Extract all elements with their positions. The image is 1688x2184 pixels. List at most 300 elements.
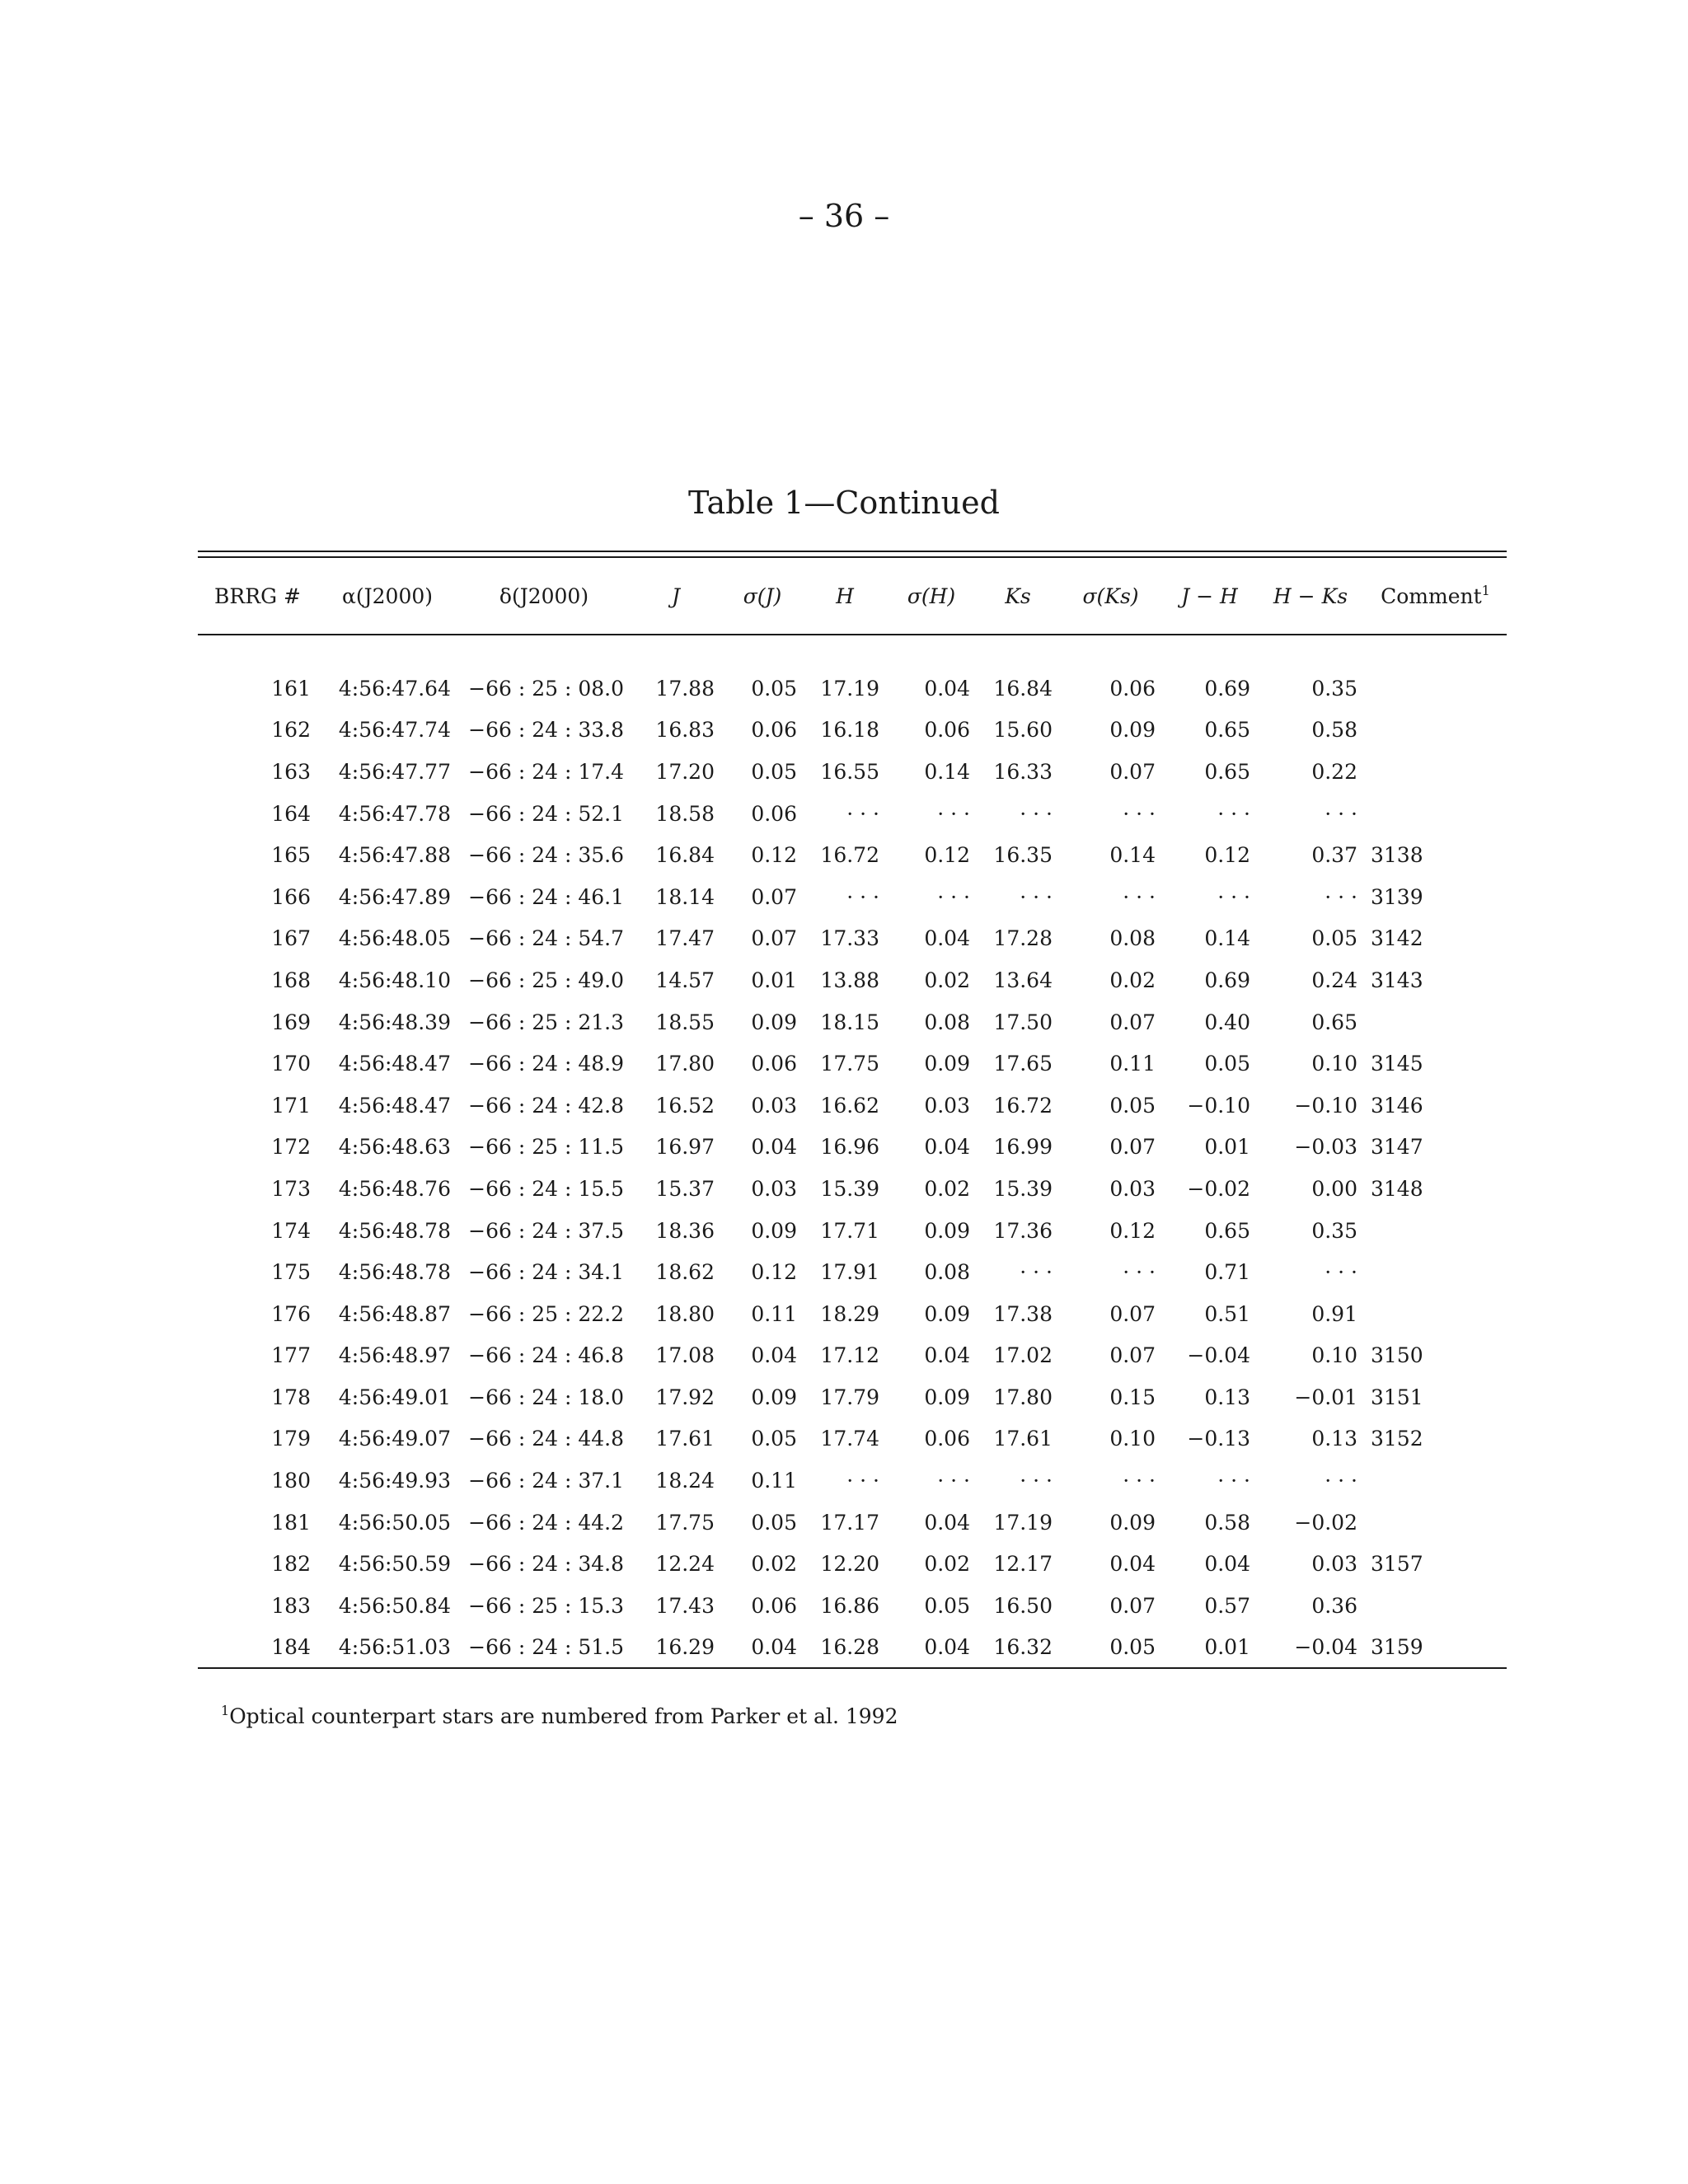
cell-sigma-h: 0.14 — [924, 759, 970, 784]
cell-sigma-ks: 0.08 — [1109, 926, 1156, 951]
cell-j-minus-h: 0.14 — [1204, 926, 1250, 951]
cell-sigma-ks: 0.14 — [1109, 843, 1156, 868]
cell-ra: 4:56:47.77 — [338, 759, 451, 784]
cell-h-minus-ks: −0.01 — [1294, 1385, 1357, 1409]
cell-comment — [1364, 710, 1507, 752]
table-row — [198, 1127, 1507, 1169]
cell-sigma-h: 0.04 — [924, 1510, 970, 1535]
cell-sigma-j: 0.11 — [751, 1469, 797, 1493]
cell-h: 13.88 — [820, 968, 879, 992]
cell-ra: 4:56:48.47 — [338, 1052, 451, 1076]
cell-sigma-h: 0.04 — [924, 1135, 970, 1160]
cell-h-minus-ks: 0.13 — [1311, 1427, 1357, 1451]
cell-j: 17.61 — [655, 1427, 715, 1451]
table-row — [198, 710, 1507, 752]
table-row — [198, 1585, 1507, 1627]
cell-j-minus-h: · · · — [1217, 1469, 1250, 1493]
cell-ks: 17.28 — [993, 926, 1053, 951]
cell-ks: 16.35 — [993, 843, 1053, 868]
cell-dec: −66 : 24 : 51.5 — [457, 1627, 631, 1669]
table-row — [198, 1502, 1507, 1544]
cell-sigma-h: · · · — [937, 801, 970, 826]
cell-dec: −66 : 24 : 18.0 — [468, 1385, 624, 1409]
table-row — [198, 1001, 1507, 1043]
cell-sigma-j: 0.07 — [751, 926, 797, 951]
cell-ra: 4:56:50.84 — [338, 1593, 451, 1618]
cell-ks: · · · — [1020, 884, 1053, 909]
cell-j: 17.47 — [655, 926, 715, 951]
cell-ks: · · · — [1020, 801, 1053, 826]
cell-h: 16.86 — [820, 1593, 879, 1618]
cell-ks: 15.60 — [993, 718, 1053, 743]
cell-ra: 4:56:50.59 — [338, 1552, 451, 1577]
cell-sigma-j: 0.07 — [751, 884, 797, 909]
cell-sigma-j: 0.09 — [751, 1218, 797, 1243]
cell-dec: −66 : 25 : 15.3 — [468, 1593, 624, 1618]
header-brrg: BRRG # — [198, 558, 317, 635]
cell-ks: 17.38 — [993, 1301, 1053, 1326]
cell-h-minus-ks: · · · — [1325, 801, 1357, 826]
cell-comment: 3157 — [1371, 1552, 1423, 1577]
cell-dec: −66 : 24 : 54.7 — [468, 926, 624, 951]
cell-sigma-h: 0.04 — [924, 926, 970, 951]
header-h: H — [804, 558, 886, 635]
cell-comment: 3152 — [1371, 1427, 1423, 1451]
table-body — [198, 635, 1507, 1668]
cell-sigma-ks: · · · — [1123, 884, 1156, 909]
header-j-minus-h: J − H — [1162, 558, 1257, 635]
cell-h: 16.62 — [820, 1093, 879, 1118]
cell-h-minus-ks: 0.24 — [1311, 968, 1357, 992]
cell-j: 17.88 — [655, 676, 715, 701]
cell-sigma-ks: 0.11 — [1109, 1052, 1156, 1076]
cell-h: 17.12 — [820, 1343, 879, 1368]
cell-sigma-ks: 0.07 — [1109, 759, 1156, 784]
cell-j: 18.36 — [655, 1218, 715, 1243]
cell-sigma-ks: 0.02 — [1109, 968, 1156, 992]
cell-j-minus-h: 0.01 — [1162, 1627, 1257, 1669]
cell-j: 18.14 — [655, 884, 715, 909]
cell-sigma-j: 0.11 — [751, 1301, 797, 1326]
cell-sigma-j: 0.04 — [751, 1135, 797, 1160]
photometry-table — [198, 558, 1507, 1669]
cell-dec: −66 : 24 : 44.8 — [468, 1427, 624, 1451]
cell-j: 16.97 — [655, 1135, 715, 1160]
cell-brrg-id: 175 — [271, 1260, 311, 1285]
cell-brrg-id: 172 — [271, 1135, 311, 1160]
cell-sigma-ks: 0.04 — [1109, 1552, 1156, 1577]
cell-dec: −66 : 25 : 49.0 — [468, 968, 624, 992]
cell-dec: −66 : 24 : 34.1 — [468, 1260, 624, 1285]
cell-dec: −66 : 25 : 11.5 — [468, 1135, 624, 1160]
cell-h: 16.72 — [820, 843, 879, 868]
cell-h: 18.29 — [820, 1301, 879, 1326]
cell-h-minus-ks: 0.37 — [1311, 843, 1357, 868]
cell-brrg-id: 161 — [271, 676, 311, 701]
cell-ra: 4:56:47.89 — [338, 884, 451, 909]
table-row — [198, 793, 1507, 835]
cell-h-minus-ks: 0.10 — [1311, 1052, 1357, 1076]
cell-brrg-id: 166 — [271, 884, 311, 909]
cell-j: 14.57 — [655, 968, 715, 992]
cell-brrg-id: 177 — [271, 1343, 311, 1368]
cell-dec: −66 : 24 : 37.1 — [468, 1469, 624, 1493]
cell-h-minus-ks: · · · — [1325, 884, 1357, 909]
cell-sigma-j: 0.04 — [721, 1627, 804, 1669]
cell-brrg-id: 174 — [271, 1218, 311, 1243]
cell-sigma-ks: 0.07 — [1109, 1301, 1156, 1326]
table-footnote — [221, 1704, 898, 1728]
cell-sigma-j: 0.06 — [751, 1052, 797, 1076]
cell-sigma-ks: · · · — [1123, 801, 1156, 826]
cell-brrg-id: 179 — [271, 1427, 311, 1451]
table-spacer-row — [198, 635, 1507, 668]
cell-j: 18.62 — [655, 1260, 715, 1285]
cell-sigma-h: 0.02 — [924, 1552, 970, 1577]
cell-j-minus-h: 0.04 — [1204, 1552, 1250, 1577]
cell-brrg-id: 170 — [271, 1052, 311, 1076]
table-row — [198, 1043, 1507, 1085]
cell-comment — [1364, 1210, 1507, 1252]
cell-h: 16.18 — [820, 718, 879, 743]
table-row — [198, 959, 1507, 1001]
cell-h-minus-ks: · · · — [1325, 1469, 1357, 1493]
footnote-text: Optical counterpart stars are numbered from Parker et al. 1992 — [229, 1704, 898, 1728]
table-row — [198, 1627, 1507, 1669]
cell-sigma-j: 0.09 — [751, 1010, 797, 1034]
cell-j: 16.84 — [655, 843, 715, 868]
cell-brrg-id: 176 — [271, 1301, 311, 1326]
cell-ks: 12.17 — [993, 1552, 1053, 1577]
cell-ra: 4:56:49.93 — [338, 1469, 451, 1493]
cell-sigma-ks: 0.09 — [1109, 718, 1156, 743]
table-row — [198, 834, 1507, 876]
cell-ra: 4:56:48.47 — [338, 1093, 451, 1118]
cell-j: 16.83 — [655, 718, 715, 743]
cell-j: 18.58 — [655, 801, 715, 826]
cell-ra: 4:56:48.10 — [338, 968, 451, 992]
table-row — [198, 1293, 1507, 1335]
cell-brrg-id: 168 — [271, 968, 311, 992]
cell-h-minus-ks: 0.05 — [1311, 926, 1357, 951]
cell-ra: 4:56:51.03 — [317, 1627, 457, 1669]
cell-ks: 13.64 — [993, 968, 1053, 992]
cell-sigma-ks: 0.05 — [1109, 1093, 1156, 1118]
cell-dec: −66 : 24 : 48.9 — [468, 1052, 624, 1076]
cell-sigma-ks: 0.07 — [1109, 1010, 1156, 1034]
cell-dec: −66 : 24 : 15.5 — [468, 1176, 624, 1201]
cell-h-minus-ks: 0.35 — [1311, 1218, 1357, 1243]
cell-h: · · · — [846, 801, 879, 826]
table-row — [198, 751, 1507, 793]
header-sigma-ks: σ(Ks) — [1059, 558, 1162, 635]
table-row — [198, 1460, 1507, 1502]
cell-j-minus-h: 0.51 — [1204, 1301, 1250, 1326]
cell-j-minus-h: 0.65 — [1204, 718, 1250, 743]
cell-comment — [1364, 1251, 1507, 1293]
cell-brrg-id: 165 — [271, 843, 311, 868]
cell-h: 18.15 — [820, 1010, 879, 1034]
header-comment-label: Comment — [1381, 583, 1482, 608]
header-dec: δ(J2000) — [457, 558, 631, 635]
cell-ks: 17.50 — [993, 1010, 1053, 1034]
table-row — [198, 1543, 1507, 1585]
cell-j-minus-h: 0.65 — [1204, 1218, 1250, 1243]
cell-ks: 16.99 — [993, 1135, 1053, 1160]
cell-comment — [1364, 1001, 1507, 1043]
cell-h-minus-ks: 0.03 — [1311, 1552, 1357, 1577]
cell-j-minus-h: −0.13 — [1187, 1427, 1250, 1451]
header-ra: α(J2000) — [317, 558, 457, 635]
cell-ks: 17.65 — [993, 1052, 1053, 1076]
cell-sigma-j: 0.03 — [751, 1093, 797, 1118]
cell-ra: 4:56:47.74 — [338, 718, 451, 743]
cell-ks: 16.72 — [993, 1093, 1053, 1118]
cell-sigma-j: 0.02 — [751, 1552, 797, 1577]
header-ks: Ks — [977, 558, 1059, 635]
header-h-minus-ks: H − Ks — [1257, 558, 1364, 635]
cell-ra: 4:56:48.05 — [338, 926, 451, 951]
cell-h-minus-ks: 0.36 — [1311, 1593, 1357, 1618]
table-row — [198, 1335, 1507, 1377]
cell-h-minus-ks: 0.58 — [1311, 718, 1357, 743]
cell-ks: 17.80 — [993, 1385, 1053, 1409]
cell-j: 17.08 — [655, 1343, 715, 1368]
cell-j-minus-h: −0.04 — [1187, 1343, 1250, 1368]
cell-sigma-h: 0.06 — [924, 1427, 970, 1451]
cell-brrg-id: 167 — [271, 926, 311, 951]
cell-comment: 3147 — [1371, 1135, 1423, 1160]
cell-h: 16.96 — [820, 1135, 879, 1160]
cell-ra: 4:56:47.88 — [338, 843, 451, 868]
cell-h: 17.33 — [820, 926, 879, 951]
cell-dec: −66 : 24 : 35.6 — [468, 843, 624, 868]
header-sigma-j: σ(J) — [721, 558, 804, 635]
cell-sigma-ks: 0.06 — [1109, 676, 1156, 701]
cell-dec: −66 : 24 : 17.4 — [468, 759, 624, 784]
cell-h: 17.74 — [820, 1427, 879, 1451]
cell-ks: 17.36 — [993, 1218, 1053, 1243]
cell-brrg-id: 164 — [271, 801, 311, 826]
cell-sigma-ks: 0.07 — [1109, 1593, 1156, 1618]
cell-j-minus-h: 0.40 — [1204, 1010, 1250, 1034]
cell-j: 18.80 — [655, 1301, 715, 1326]
cell-sigma-h: 0.09 — [924, 1301, 970, 1326]
cell-j-minus-h: · · · — [1217, 884, 1250, 909]
cell-j: 16.52 — [655, 1093, 715, 1118]
cell-dec: −66 : 25 : 08.0 — [468, 676, 624, 701]
cell-comment — [1364, 1585, 1507, 1627]
cell-sigma-h: 0.06 — [924, 718, 970, 743]
cell-comment: 3138 — [1371, 843, 1423, 868]
cell-j: 17.20 — [655, 759, 715, 784]
cell-comment: 3145 — [1371, 1052, 1423, 1076]
footnote-mark: 1 — [221, 1703, 230, 1718]
table-row — [198, 1418, 1507, 1460]
cell-brrg-id: 180 — [271, 1469, 311, 1493]
table-row — [198, 1210, 1507, 1252]
header-comment-footnote-mark: 1 — [1481, 582, 1490, 598]
cell-comment — [1364, 1293, 1507, 1335]
cell-sigma-j: 0.03 — [751, 1176, 797, 1201]
cell-h: 17.17 — [820, 1510, 879, 1535]
cell-comment — [1364, 1460, 1507, 1502]
cell-comment: 3146 — [1371, 1093, 1423, 1118]
cell-j-minus-h: 0.58 — [1204, 1510, 1250, 1535]
cell-h: 15.39 — [820, 1176, 879, 1201]
cell-h-minus-ks: −0.02 — [1294, 1510, 1357, 1535]
cell-comment: 3151 — [1371, 1385, 1423, 1409]
cell-h: 17.91 — [820, 1260, 879, 1285]
cell-comment: 3150 — [1371, 1343, 1423, 1368]
cell-sigma-j: 0.09 — [751, 1385, 797, 1409]
cell-comment: 3143 — [1371, 968, 1423, 992]
cell-h-minus-ks: −0.10 — [1294, 1093, 1357, 1118]
cell-ks: 17.19 — [993, 1510, 1053, 1535]
page-number: – 36 – — [798, 198, 890, 234]
cell-h: 16.28 — [804, 1627, 886, 1669]
cell-h: 17.79 — [820, 1385, 879, 1409]
cell-h: 17.19 — [820, 676, 879, 701]
cell-j-minus-h: 0.57 — [1204, 1593, 1250, 1618]
cell-ks: 17.02 — [993, 1343, 1053, 1368]
cell-ks: 17.61 — [993, 1427, 1053, 1451]
cell-sigma-ks: 0.07 — [1109, 1343, 1156, 1368]
cell-j-minus-h: 0.01 — [1204, 1135, 1250, 1160]
cell-sigma-j: 0.06 — [751, 801, 797, 826]
cell-j: 15.37 — [655, 1176, 715, 1201]
cell-brrg-id: 182 — [271, 1552, 311, 1577]
cell-h: 12.20 — [820, 1552, 879, 1577]
cell-sigma-h: 0.02 — [924, 1176, 970, 1201]
cell-ra: 4:56:48.76 — [338, 1176, 451, 1201]
cell-sigma-j: 0.05 — [751, 759, 797, 784]
cell-dec: −66 : 24 : 33.8 — [468, 718, 624, 743]
cell-sigma-j: 0.01 — [751, 968, 797, 992]
cell-ra: 4:56:48.39 — [338, 1010, 451, 1034]
cell-sigma-h: 0.09 — [924, 1385, 970, 1409]
cell-sigma-j: 0.12 — [751, 1260, 797, 1285]
cell-comment: 3142 — [1371, 926, 1423, 951]
cell-brrg-id: 178 — [271, 1385, 311, 1409]
cell-sigma-j: 0.06 — [751, 1593, 797, 1618]
cell-j: 17.43 — [655, 1593, 715, 1618]
cell-ks: 16.33 — [993, 759, 1053, 784]
cell-j: 17.92 — [655, 1385, 715, 1409]
cell-sigma-ks: 0.05 — [1059, 1627, 1162, 1669]
cell-dec: −66 : 24 : 44.2 — [468, 1510, 624, 1535]
cell-h: · · · — [846, 1469, 879, 1493]
cell-sigma-h: · · · — [937, 884, 970, 909]
cell-comment — [1364, 1502, 1507, 1544]
cell-dec: −66 : 24 : 42.8 — [468, 1093, 624, 1118]
cell-sigma-j: 0.12 — [751, 843, 797, 868]
cell-h-minus-ks: 0.00 — [1311, 1176, 1357, 1201]
cell-comment: 3159 — [1364, 1627, 1507, 1669]
cell-j-minus-h: 0.65 — [1204, 759, 1250, 784]
cell-ra: 4:56:48.63 — [338, 1135, 451, 1160]
cell-j: 18.24 — [655, 1469, 715, 1493]
cell-ks: 16.50 — [993, 1593, 1053, 1618]
cell-sigma-h: 0.03 — [924, 1093, 970, 1118]
cell-sigma-h: 0.04 — [886, 1627, 977, 1669]
cell-ra: 4:56:48.97 — [338, 1343, 451, 1368]
cell-j: 12.24 — [655, 1552, 715, 1577]
cell-j-minus-h: −0.10 — [1187, 1093, 1250, 1118]
cell-sigma-ks: · · · — [1123, 1469, 1156, 1493]
cell-ra: 4:56:48.87 — [338, 1301, 451, 1326]
cell-sigma-h: 0.04 — [924, 676, 970, 701]
cell-dec: −66 : 25 : 22.2 — [468, 1301, 624, 1326]
cell-brrg-id: 169 — [271, 1010, 311, 1034]
cell-dec: −66 : 24 : 34.8 — [468, 1552, 624, 1577]
table-top-rule — [198, 551, 1507, 558]
cell-brrg-id: 183 — [271, 1593, 311, 1618]
cell-ks: · · · — [1020, 1469, 1053, 1493]
cell-sigma-j: 0.05 — [751, 1510, 797, 1535]
cell-h-minus-ks: 0.91 — [1311, 1301, 1357, 1326]
cell-sigma-h: 0.09 — [924, 1052, 970, 1076]
cell-dec: −66 : 24 : 37.5 — [468, 1218, 624, 1243]
cell-sigma-j: 0.04 — [751, 1343, 797, 1368]
cell-sigma-ks: 0.12 — [1109, 1218, 1156, 1243]
cell-sigma-h: 0.08 — [924, 1010, 970, 1034]
cell-sigma-h: 0.05 — [924, 1593, 970, 1618]
cell-j-minus-h: 0.69 — [1204, 676, 1250, 701]
table-row — [198, 1376, 1507, 1418]
cell-sigma-ks: 0.15 — [1109, 1385, 1156, 1409]
cell-sigma-j: 0.05 — [751, 1427, 797, 1451]
cell-j-minus-h: 0.69 — [1204, 968, 1250, 992]
cell-j: 16.29 — [631, 1627, 721, 1669]
cell-brrg-id: 181 — [271, 1510, 311, 1535]
cell-brrg-id: 184 — [198, 1627, 317, 1669]
cell-brrg-id: 162 — [271, 718, 311, 743]
table-row — [198, 1168, 1507, 1210]
cell-h-minus-ks: 0.10 — [1311, 1343, 1357, 1368]
cell-j: 17.75 — [655, 1510, 715, 1535]
cell-sigma-ks: 0.10 — [1109, 1427, 1156, 1451]
cell-ra: 4:56:48.78 — [338, 1218, 451, 1243]
cell-sigma-ks: 0.09 — [1109, 1510, 1156, 1535]
cell-h-minus-ks: 0.35 — [1311, 676, 1357, 701]
cell-ra: 4:56:49.07 — [338, 1427, 451, 1451]
cell-comment — [1364, 793, 1507, 835]
table-row — [198, 668, 1507, 710]
cell-dec: −66 : 24 : 52.1 — [468, 801, 624, 826]
cell-dec: −66 : 25 : 21.3 — [468, 1010, 624, 1034]
cell-sigma-h: 0.08 — [924, 1260, 970, 1285]
cell-ra: 4:56:47.64 — [338, 676, 451, 701]
cell-sigma-ks: · · · — [1123, 1260, 1156, 1285]
table-row — [198, 876, 1507, 918]
cell-j-minus-h: 0.12 — [1204, 843, 1250, 868]
cell-j: 18.55 — [655, 1010, 715, 1034]
table-row — [198, 918, 1507, 960]
cell-h-minus-ks: −0.03 — [1294, 1135, 1357, 1160]
data-table-container — [198, 551, 1507, 1669]
cell-h: · · · — [846, 884, 879, 909]
cell-ks: · · · — [1020, 1260, 1053, 1285]
cell-sigma-h: 0.12 — [924, 843, 970, 868]
cell-ra: 4:56:49.01 — [338, 1385, 451, 1409]
cell-j: 17.80 — [655, 1052, 715, 1076]
table-caption: Table 1—Continued — [688, 485, 1000, 521]
cell-dec: −66 : 24 : 46.1 — [468, 884, 624, 909]
cell-brrg-id: 171 — [271, 1093, 311, 1118]
header-j: J — [631, 558, 721, 635]
table-row — [198, 1251, 1507, 1293]
